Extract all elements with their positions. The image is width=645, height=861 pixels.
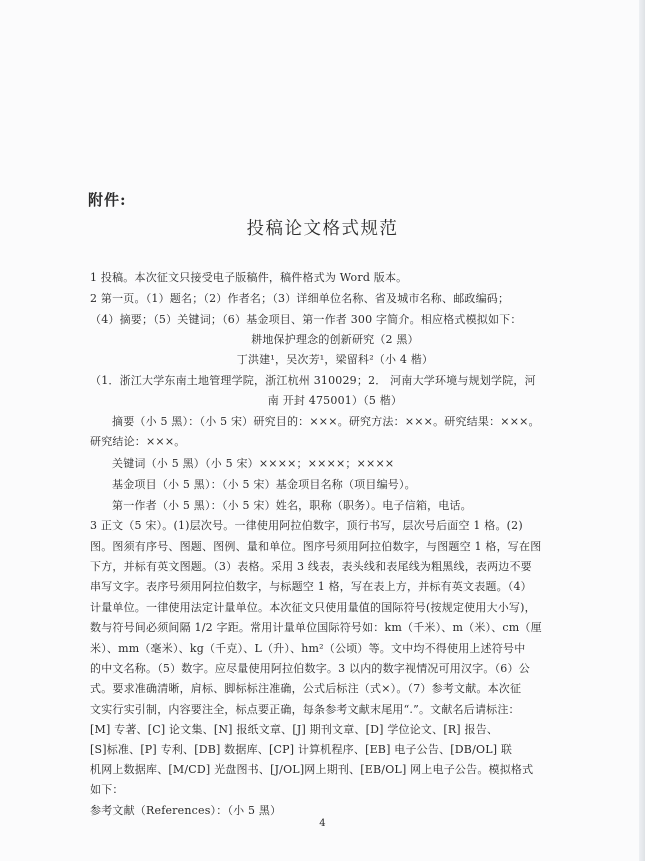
sample-paper-title: 耕地保护理念的创新研究（2 黑） — [251, 333, 419, 346]
attachment-label: 附件: — [88, 191, 127, 209]
section-3-line: 计量单位。一律使用法定计量单位。本次征文只使用量值的国际符号(按规定使用大小写)， — [90, 601, 536, 614]
section-2-line: 2 第一页。（1）题名；（2）作者名；（3）详细单位名称、省及城市名称、邮政编码； — [90, 292, 510, 305]
sample-keywords: 关键词（小 5 黑）（小 5 宋）××××；××××；×××× — [112, 457, 395, 470]
page-number: 4 — [319, 818, 326, 829]
section-3-line: 图。图须有序号、图题、图例、量和单位。图序号须用阿拉伯数字，与图题空 1 格，写在图 — [90, 540, 542, 553]
section-3-line: 数与符号间必须间隔 1/2 字距。常用计量单位国际符号如：km（千米）、m（米）、cm（厘 — [90, 621, 542, 634]
section-3-line: 如下： — [90, 783, 124, 796]
sample-authors: 丁洪建¹，吴次芳¹，梁留科²（小 4 楷） — [236, 353, 434, 366]
sample-abstract: 摘要（小 5 黑）：（小 5 宋）研究目的：×××。研究方法：×××。研究结果：×××。 — [112, 415, 540, 428]
section-3-line: 文实行实引制，内容要注全，标点要正确，每条参考文献末尾用“.”。文献名后请标注： — [90, 703, 520, 716]
section-3-line: 串写文字。表序号须用阿拉伯数字，与标题空 1 格，写在表上方，并标有英文表题。（4） — [90, 580, 532, 593]
section-3-line: 机网上数据库、[M/CD] 光盘图书、[J/OL]网上期刊、[EB/OL] 网上电子公告。模拟格式 — [90, 763, 534, 776]
sample-affiliations: （1．浙江大学东南土地管理学院，浙江杭州 310029；2． 河南大学环境与规划学院，河 — [90, 374, 536, 387]
page-edge-shadow — [639, 0, 645, 861]
sample-affiliations: 南 开封 475001）（5 楷） — [267, 394, 403, 407]
section-3-line: 3 正文（5 宋）。(1)层次号。一律使用阿拉伯数字，顶行书写，层次号后面空 1 格。(2) — [90, 519, 523, 532]
section-2-line: （4）摘要；（5）关键词；（6）基金项目、第一作者 300 字简介。相应格式模拟如下： — [90, 313, 522, 326]
sample-abstract: 研究结论：×××。 — [90, 435, 186, 448]
section-1-line: 1 投稿。本次征文只接受电子版稿件，稿件格式为 Word 版本。 — [90, 271, 408, 284]
section-3-line: 的中文名称。（5）数字。应尽量使用阿拉伯数字。3 以内的数字视情况可用汉字。（6）公 — [90, 662, 530, 675]
document-title: 投稿论文格式规范 — [246, 219, 399, 239]
section-3-line: [M] 专著、[C] 论文集、[N] 报纸文章、[J] 期刊文章、[D] 学位论文、[R] 报告、 — [90, 723, 499, 736]
section-3-line: 式。要求准确清晰，肩标、脚标标注准确，公式后标注（式×）。（7）参考文献。本次征 — [90, 682, 522, 695]
section-3-line: [S]标准、[P] 专利、[DB] 数据库、[CP] 计算机程序、[EB] 电子公告、[DB/OL] 联 — [90, 743, 513, 756]
sample-first-author: 第一作者（小 5 黑）：（小 5 宋）姓名，职称（职务）。电子信箱，电话。 — [112, 499, 472, 512]
references-heading: 参考文献（References）：（小 5 黑） — [90, 804, 282, 817]
sample-funding: 基金项目（小 5 黑）：（小 5 宋）基金项目名称（项目编号）。 — [112, 478, 416, 491]
section-3-line: 下方，并标有英文图题。（3）表格。采用 3 线表，表头线和表尾线为粗黑线，表两边不要 — [90, 560, 532, 573]
section-3-line: 米）、mm（毫米）、kg（千克）、L（升）、hm²（公顷）等。文中均不得使用上述符号中 — [90, 642, 526, 655]
